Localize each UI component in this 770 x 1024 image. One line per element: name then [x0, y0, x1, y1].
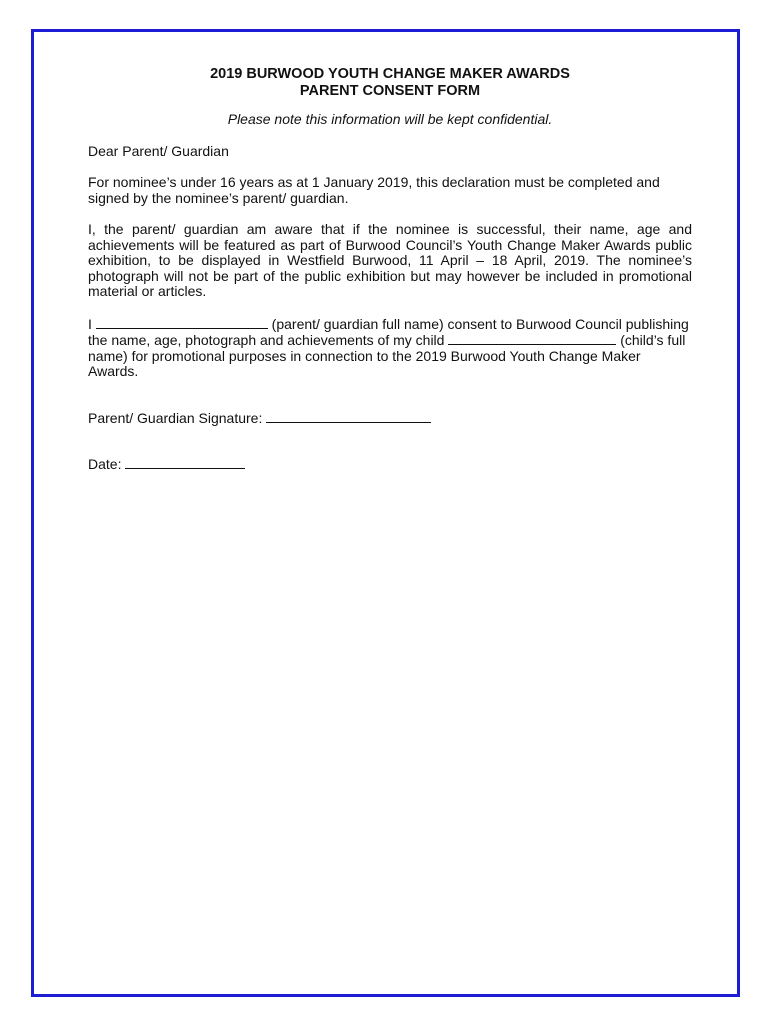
- consent-form: [88, 66, 692, 473]
- parent-name-hint: (parent/ guardian full name) consent to Burwood Council publishing the name, age, photograph and achievements of my child: [88, 315, 689, 348]
- date-row: [88, 456, 692, 473]
- awareness-statement: I, the parent/ guardian am aware that if the nominee is successful, their name, age and achievements will be featured as part of Burwood Council’s Youth Change Maker Awards public exhibition, to be displayed in Westfield Burwood, 11 April – 18 April, 2019. The nominee’s photograph will not be part of the public exhibition but may however be included in promotional material or articles.: [88, 221, 692, 299]
- child-name-hint: (child’s full name) for promotional purposes in connection to the 2019 Burwood Youth Change Maker Awards.: [88, 332, 686, 379]
- parent-name-field[interactable]: [96, 316, 268, 329]
- child-name-field[interactable]: [448, 332, 616, 345]
- date-label: Date:: [88, 456, 122, 472]
- form-title-line-1: 2019 BURWOOD YOUTH CHANGE MAKER AWARDS: [210, 66, 570, 82]
- greeting: Dear Parent/ Guardian: [88, 142, 229, 159]
- signature-label: Parent/ Guardian Signature:: [88, 409, 263, 426]
- consent-statement: [88, 316, 692, 380]
- form-title: [88, 66, 692, 100]
- consent-prefix: I: [88, 315, 92, 332]
- signature-row: [88, 410, 692, 427]
- date-field[interactable]: [125, 456, 245, 469]
- signature-field[interactable]: [266, 410, 431, 423]
- confidential-note: Please note this information will be kept confidential.: [227, 111, 553, 127]
- form-title-line-2: PARENT CONSENT FORM: [299, 83, 481, 99]
- nominee-notice: For nominee’s under 16 years as at 1 January 2019, this declaration must be completed and signed by the nominee’s parent/ guardian.: [88, 174, 660, 206]
